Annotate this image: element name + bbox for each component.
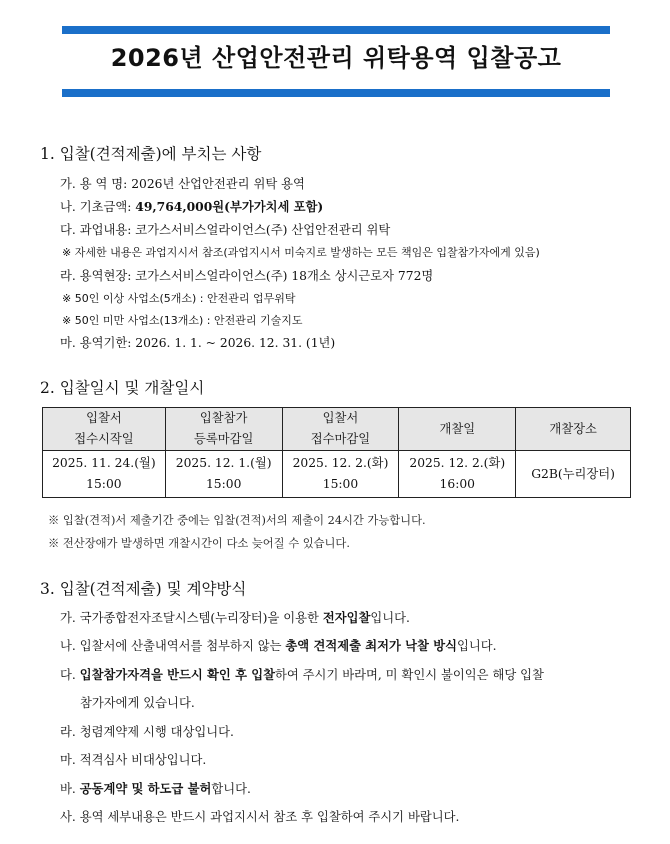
contract-item-a-bold: 전자입찰 — [322, 610, 371, 625]
task-note: ※ 자세한 내용은 과업지시서 참조(과업지시서 미숙지로 발생하는 모든 책임은 입찰참가자에게 있음) — [62, 246, 540, 259]
contract-item-a-pre: 가. 국가종합전자조달시스템(누리장터)을 이용한 — [60, 611, 323, 625]
task-line — [60, 220, 390, 238]
section1-heading: 1. 입찰(견적제출)에 부치는 사항 — [40, 145, 262, 163]
task-label: 다. 과업내용: — [60, 223, 136, 237]
contract-item-a — [60, 608, 410, 626]
value-opening-date — [399, 451, 516, 498]
value-registration-time: 15:00 — [205, 477, 242, 491]
contract-item-b-post: 입니다. — [456, 639, 497, 653]
contract-item-f-post: 합니다. — [211, 782, 251, 796]
contract-item-c-bold: 입찰참가자격을 반드시 확인 후 입찰 — [79, 667, 276, 682]
contract-item-b-pre: 나. 입찰서에 산출내역서를 첨부하지 않는 — [60, 639, 286, 653]
site-value: 코가스서비스얼라이언스(주) 18개소 상시근로자 772명 — [135, 269, 434, 283]
contract-item-d: 라. 청렴계약제 시행 대상입니다. — [60, 725, 234, 739]
value-bid-deadline — [282, 451, 399, 498]
contract-item-c-post: 하여 주시기 바라며, 미 확인시 불이익은 해당 입찰 — [275, 668, 544, 682]
schedule-note-1: ※ 입찰(견적)서 제출기간 중에는 입찰(견적)서의 제출이 24시간 가능합니다. — [48, 514, 426, 527]
contract-item-a-post: 입니다. — [370, 611, 410, 625]
contract-item-g: 사. 용역 세부내용은 반드시 과업지시서 참조 후 입찰하여 주시기 바랍니다. — [60, 810, 460, 824]
value-bid-deadline-time: 15:00 — [322, 477, 359, 491]
section2-heading: 2. 입찰일시 및 개찰일시 — [40, 379, 205, 397]
site-note-under50: ※ 50인 미만 사업소(13개소) : 안전관리 기술지도 — [62, 314, 303, 327]
section3-heading: 3. 입찰(견적제출) 및 계약방식 — [40, 580, 247, 598]
base-price-value: 49,764,000원(부가가치세 포함) — [135, 199, 324, 214]
service-name-value: 2026년 산업안전관리 위탁 용역 — [131, 177, 305, 191]
schedule-note-2: ※ 전산장애가 발생하면 개찰시간이 다소 늦어질 수 있습니다. — [48, 537, 350, 550]
header-bid-deadline — [282, 408, 399, 451]
contract-item-f-bold: 공동계약 및 하도급 불허 — [79, 781, 212, 796]
value-opening-place: G2B(누리장터) — [516, 451, 631, 498]
contract-item-f — [60, 779, 251, 797]
service-name-label: 가. 용 역 명: — [60, 177, 132, 191]
header-bid-start-line1: 입찰서 — [86, 411, 122, 425]
header-registration-line1: 입찰참가 — [199, 411, 248, 425]
schedule-table — [42, 407, 631, 498]
site-note-over50: ※ 50인 이상 사업소(5개소) : 안전관리 업무위탁 — [62, 292, 296, 305]
title-bottom-rule — [62, 89, 610, 97]
period-line: 마. 용역기한: 2026. 1. 1. ~ 2026. 12. 31. (1년) — [60, 336, 336, 350]
value-bid-start-date: 2025. 11. 24.(월) — [52, 456, 156, 470]
value-opening-date-day: 2025. 12. 2.(화) — [409, 456, 506, 470]
schedule-header-row — [43, 408, 631, 451]
site-line — [60, 266, 433, 284]
value-registration-deadline — [165, 451, 282, 498]
schedule-value-row — [43, 451, 631, 498]
contract-item-f-pre: 바. — [60, 782, 80, 796]
header-opening-place: 개찰장소 — [516, 408, 631, 451]
task-value: 코가스서비스얼라이언스(주) 산업안전관리 위탁 — [135, 223, 391, 237]
header-bid-deadline-line1: 입찰서 — [322, 411, 359, 425]
contract-item-c-pre: 다. — [60, 668, 80, 682]
value-bid-start — [43, 451, 166, 498]
title-top-rule — [62, 26, 610, 34]
base-price-label: 나. 기초금액: — [60, 200, 136, 214]
value-bid-start-time: 15:00 — [86, 477, 122, 491]
header-bid-start — [43, 408, 166, 451]
base-price-line — [60, 197, 323, 215]
header-bid-start-line2: 접수시작일 — [74, 432, 134, 446]
header-opening-date: 개찰일 — [399, 408, 516, 451]
value-bid-deadline-date: 2025. 12. 2.(화) — [292, 456, 389, 470]
value-opening-date-time: 16:00 — [439, 477, 475, 491]
service-name-line — [60, 174, 305, 192]
contract-item-c — [60, 665, 544, 683]
value-registration-date: 2025. 12. 1.(월) — [175, 456, 272, 470]
site-label: 라. 용역현장: — [60, 269, 136, 283]
header-registration-line2: 등록마감일 — [193, 432, 254, 446]
contract-item-c-continued: 참가자에게 있습니다. — [80, 696, 195, 710]
header-bid-deadline-line2: 접수마감일 — [310, 432, 371, 446]
contract-item-e: 마. 적격심사 비대상입니다. — [60, 753, 207, 767]
contract-item-b-bold: 총액 견적제출 최저가 낙찰 방식 — [285, 638, 457, 653]
header-registration-deadline — [165, 408, 282, 451]
page-title: 2026년 산업안전관리 위탁용역 입찰공고 — [110, 44, 562, 72]
contract-item-b — [60, 636, 497, 654]
